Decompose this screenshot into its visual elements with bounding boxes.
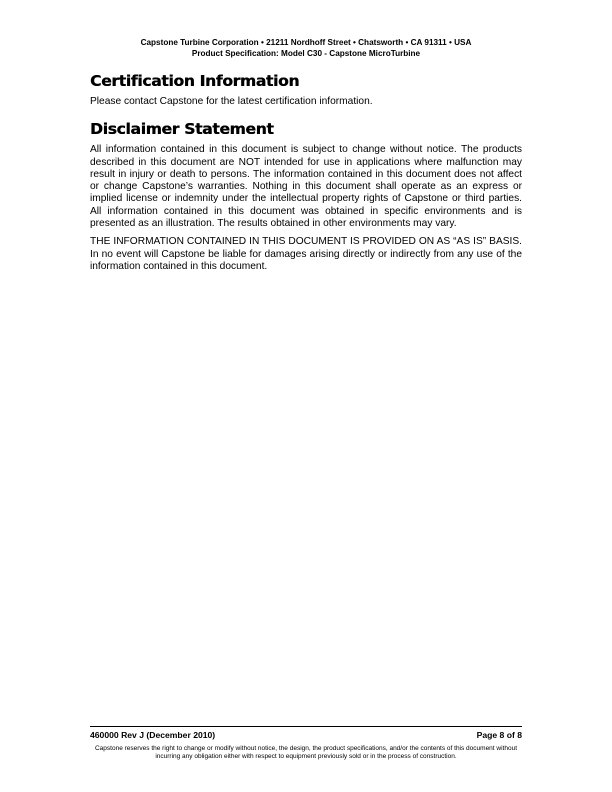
page-footer [90, 726, 522, 762]
header-product-spec: Product Specification: Model C30 - Capstone MicroTurbine [191, 49, 421, 58]
certification-heading: Certification Information [90, 72, 300, 90]
header-company-address: Capstone Turbine Corporation • 21211 Nordhoff Street • Chatsworth • CA 91311 • USA [140, 38, 472, 47]
certification-paragraph: Please contact Capstone for the latest certification information. [90, 96, 373, 107]
footer-row [90, 730, 522, 741]
footer-disclaimer-note: Capstone reserves the right to change or modify without notice, the design, the product specifications, and/or the contents of this document without incurring any obligation either with respect to equipment previously sold or in the process of construction. [94, 745, 518, 761]
document-revision: 460000 Rev J (December 2010) [90, 730, 216, 740]
footer-divider [90, 726, 522, 727]
page-header [60, 37, 552, 59]
disclaimer-paragraph-1: All information contained in this document is subject to change without notice. The products described in this document are NOT intended for use in applications where malfunction may result in injury or death to persons. The information contained in this document does not affect or change Capstone’s warranties. Nothing in this document shall operate as an express or implied license or indemnity under the intellectual property rights of Capstone or third parties. All information contained in this document was obtained in specific environments and is presented as an illustration. The results obtained in other environments may vary. [90, 144, 522, 230]
page-content [90, 72, 522, 279]
disclaimer-heading: Disclaimer Statement [90, 120, 274, 139]
page-number: Page 8 of 8 [476, 730, 522, 740]
disclaimer-paragraph-2: THE INFORMATION CONTAINED IN THIS DOCUMENT IS PROVIDED ON AS “AS IS” BASIS. In no event will Capstone be liable for damages arising directly or indirectly from any use of the information contained in this document. [90, 236, 522, 272]
